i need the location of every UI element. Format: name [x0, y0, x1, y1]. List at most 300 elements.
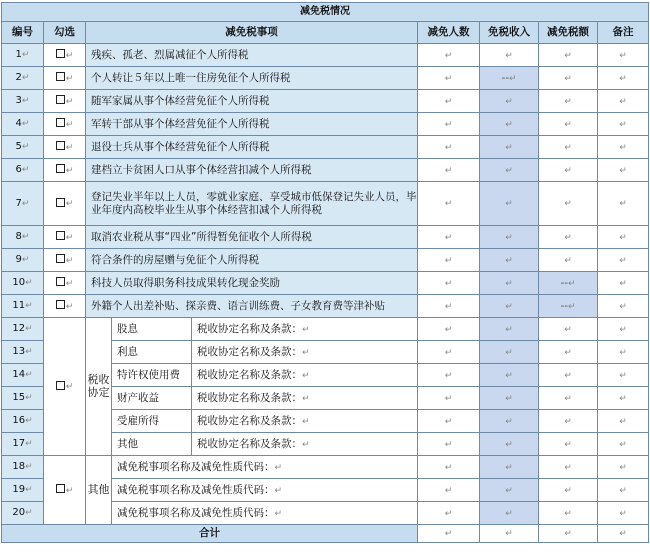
persons-cell[interactable]: [418, 295, 480, 318]
row-number: [2, 182, 44, 226]
return-mark: ↵: [21, 142, 30, 153]
treaty-clause-label: 税收协定名称及条款：: [197, 322, 302, 335]
remark-cell[interactable]: [598, 249, 649, 272]
return-mark: ↵: [302, 393, 310, 404]
return-mark: ↵: [619, 529, 627, 540]
row-number: [2, 113, 44, 136]
return-mark: ↵: [619, 119, 627, 130]
amount-cell[interactable]: [539, 387, 598, 410]
return-mark: ↵: [444, 73, 453, 84]
persons-cell[interactable]: [418, 479, 480, 502]
remark-cell[interactable]: [598, 387, 649, 410]
return-mark: ↵: [505, 439, 513, 450]
total-income-cell[interactable]: [480, 525, 539, 543]
return-mark: ↵: [619, 439, 627, 450]
table-row: [2, 295, 649, 318]
remark-cell[interactable]: [598, 433, 649, 456]
checkbox[interactable]: [56, 141, 65, 150]
return-mark: ↵: [619, 73, 627, 84]
row-number-label: 19: [12, 484, 26, 496]
row-number-label: 14: [12, 369, 26, 381]
return-mark: ↵: [505, 347, 513, 358]
return-mark: ↵: [25, 347, 33, 358]
return-mark: ↵: [619, 165, 627, 176]
income-cell: [480, 249, 539, 272]
return-mark: ↵: [21, 73, 30, 84]
remark-cell[interactable]: [598, 502, 649, 525]
item-text: 符合条件的房屋赠与免征个人所得税: [86, 249, 418, 272]
amount-cell[interactable]: [539, 502, 598, 525]
treaty-clause-label: 税收协定名称及条款：: [197, 368, 302, 381]
treaty-item-name: 特许权使用费: [112, 364, 192, 387]
persons-cell[interactable]: [418, 502, 480, 525]
checkbox[interactable]: [56, 381, 65, 390]
return-mark: ↵: [25, 278, 33, 289]
return-mark: ↵: [564, 416, 572, 427]
amount-cell[interactable]: [539, 341, 598, 364]
return-mark: ↵: [505, 232, 513, 243]
checkbox-cell[interactable]: [44, 182, 86, 226]
return-mark: ↵: [444, 278, 453, 289]
persons-cell[interactable]: [418, 341, 480, 364]
return-mark: ↵: [65, 119, 74, 130]
header-no: 编号: [2, 22, 44, 44]
row-number: [2, 249, 44, 272]
treaty-item-name: 利息: [112, 341, 192, 364]
remark-cell[interactable]: [598, 364, 649, 387]
other-clause-field[interactable]: [112, 479, 418, 502]
return-mark: ↵: [65, 301, 74, 312]
return-mark: ↵: [25, 439, 33, 450]
income-cell: [480, 272, 539, 295]
other-clause-field[interactable]: [112, 456, 418, 479]
return-mark: ↵: [505, 255, 513, 266]
return-mark: ↵: [619, 462, 627, 473]
return-mark: ↵: [564, 50, 572, 61]
row-number: [2, 159, 44, 182]
return-mark: ↵: [274, 462, 283, 473]
row-number: [2, 90, 44, 113]
return-mark: ↵: [505, 278, 513, 289]
income-cell: [480, 433, 539, 456]
total-remark-cell[interactable]: [598, 525, 649, 543]
persons-cell[interactable]: [418, 226, 480, 249]
total-persons-cell[interactable]: [418, 525, 480, 543]
return-mark: ↵: [505, 393, 513, 404]
row-number: [2, 364, 44, 387]
table-row: [2, 272, 649, 295]
treaty-group-label: 税收协定: [86, 318, 112, 456]
return-mark: ↵: [564, 508, 572, 519]
return-mark: ↵: [564, 393, 572, 404]
header-amount: 减免税额: [539, 22, 598, 44]
return-mark: ↵: [564, 462, 572, 473]
return-mark: ↵: [505, 462, 513, 473]
table-row: [2, 159, 649, 182]
row-number-label: 7: [15, 197, 22, 209]
row-number-label: 10: [12, 277, 26, 289]
return-mark: ↵: [619, 255, 627, 266]
header-persons: 减免人数: [418, 22, 480, 44]
checkbox-cell[interactable]: [44, 113, 86, 136]
total-amount-cell[interactable]: [539, 525, 598, 543]
return-mark: ↵: [444, 142, 453, 153]
persons-cell[interactable]: [418, 318, 480, 341]
amount-cell[interactable]: [539, 249, 598, 272]
persons-cell[interactable]: [418, 364, 480, 387]
item-text: 随军家属从事个体经营免征个人所得税: [86, 90, 418, 113]
dash-marker: --: [501, 71, 510, 84]
row-number-label: 3: [15, 95, 22, 107]
remark-cell[interactable]: [598, 341, 649, 364]
treaty-item-name: 财产收益: [112, 387, 192, 410]
other-clause-label: 减免税事项名称及减免性质代码：: [117, 460, 275, 473]
row-number: [2, 433, 44, 456]
return-mark: ↵: [21, 119, 30, 130]
return-mark: ↵: [25, 370, 33, 381]
return-mark: ↵: [619, 508, 627, 519]
persons-cell[interactable]: [418, 272, 480, 295]
row-number: [2, 67, 44, 90]
row-number: [2, 502, 44, 525]
item-text: 科技人员取得职务科技成果转化现金奖励: [86, 272, 418, 295]
return-mark: ↵: [619, 199, 627, 210]
return-mark: ↵: [505, 485, 513, 496]
return-mark: ↵: [302, 439, 310, 450]
table-row: [2, 226, 649, 249]
return-mark: ↵: [21, 255, 30, 266]
remark-cell[interactable]: [598, 272, 649, 295]
return-mark: ↵: [619, 393, 627, 404]
row-number: [2, 456, 44, 479]
return-mark: ↵: [505, 119, 513, 130]
row-number-label: 12: [12, 323, 26, 335]
income-cell: [480, 410, 539, 433]
row-number-label: 18: [12, 461, 26, 473]
return-mark: ↵: [564, 370, 572, 381]
checkbox[interactable]: [56, 198, 65, 207]
checkbox[interactable]: [56, 231, 65, 240]
return-mark: ↵: [444, 416, 453, 427]
remark-cell[interactable]: [598, 479, 649, 502]
row-number: [2, 272, 44, 295]
treaty-clause-field[interactable]: [192, 318, 418, 341]
remark-cell[interactable]: [598, 295, 649, 318]
return-mark: ↵: [302, 370, 310, 381]
amount-cell[interactable]: [539, 479, 598, 502]
checkbox[interactable]: [56, 72, 65, 81]
dash-marker: --: [560, 299, 569, 312]
remark-cell[interactable]: [598, 136, 649, 159]
persons-cell[interactable]: [418, 136, 480, 159]
amount-cell[interactable]: [539, 67, 598, 90]
row-number-label: 16: [12, 415, 26, 427]
return-mark: ↵: [65, 278, 74, 289]
return-mark: ↵: [65, 165, 74, 176]
return-mark: ↵: [619, 347, 627, 358]
return-mark: ↵: [444, 439, 453, 450]
checkbox[interactable]: [56, 300, 65, 309]
checkbox-cell[interactable]: [44, 295, 86, 318]
income-cell: [480, 318, 539, 341]
return-mark: ↵: [444, 96, 453, 107]
return-mark: ↵: [25, 462, 33, 473]
row-number-label: 2: [15, 72, 22, 84]
persons-cell[interactable]: [418, 456, 480, 479]
return-mark: ↵: [619, 301, 627, 312]
treaty-clause-field[interactable]: [192, 433, 418, 456]
return-mark: ↵: [21, 232, 30, 243]
remark-cell[interactable]: [598, 410, 649, 433]
return-mark: ↵: [21, 50, 30, 61]
return-mark: ↵: [505, 50, 513, 61]
amount-cell[interactable]: [539, 318, 598, 341]
header-remark: 备注: [598, 22, 649, 44]
row-number-label: 1: [15, 49, 22, 61]
checkbox-cell[interactable]: [44, 159, 86, 182]
checkbox-cell[interactable]: [44, 456, 86, 525]
header-check: 勾选: [44, 22, 86, 44]
return-mark: ↵: [564, 324, 572, 335]
table-title: 减免税情况: [2, 3, 649, 22]
return-mark: ↵: [25, 393, 33, 404]
item-text: 退役士兵从事个体经营免征个人所得税: [86, 136, 418, 159]
remark-cell[interactable]: [598, 456, 649, 479]
row-number: [2, 479, 44, 502]
table-row: [2, 90, 649, 113]
return-mark: ↵: [619, 416, 627, 427]
income-cell: [480, 113, 539, 136]
return-mark: ↵: [302, 324, 310, 335]
return-mark: ↵: [564, 485, 572, 496]
return-mark: ↵: [619, 50, 627, 61]
amount-cell[interactable]: [539, 433, 598, 456]
remark-cell[interactable]: [598, 318, 649, 341]
return-mark: ↵: [619, 324, 627, 335]
remark-cell[interactable]: [598, 159, 649, 182]
return-mark: ↵: [65, 485, 74, 496]
return-mark: ↵: [564, 255, 572, 266]
income-cell: [480, 456, 539, 479]
table-row: [2, 249, 649, 272]
row-number-label: 15: [12, 392, 26, 404]
return-mark: ↵: [564, 119, 572, 130]
checkbox-cell[interactable]: [44, 67, 86, 90]
checkbox[interactable]: [56, 118, 65, 127]
return-mark: ↵: [444, 508, 453, 519]
amount-cell[interactable]: [539, 44, 598, 67]
checkbox-cell[interactable]: [44, 249, 86, 272]
item-text: 建档立卡贫困人口从事个体经营扣减个人所得税: [86, 159, 418, 182]
persons-cell[interactable]: [418, 387, 480, 410]
checkbox[interactable]: [56, 49, 65, 58]
table-row: [2, 318, 649, 341]
remark-cell[interactable]: [598, 90, 649, 113]
item-text: 登记失业半年以上人员，零就业家庭、享受城市低保登记失业人员，毕业年度内高校毕业生从事个体经营扣减个人所得税: [86, 182, 418, 226]
return-mark: ↵: [564, 142, 572, 153]
other-group-label: 其他: [86, 456, 112, 525]
row-number-label: 9: [15, 254, 22, 266]
return-mark: ↵: [568, 301, 576, 312]
return-mark: ↵: [564, 347, 572, 358]
income-cell: [480, 90, 539, 113]
checkbox-cell[interactable]: [44, 272, 86, 295]
treaty-item-name: 股息: [112, 318, 192, 341]
return-mark: ↵: [65, 199, 74, 210]
remark-cell[interactable]: [598, 226, 649, 249]
checkbox-cell[interactable]: [44, 44, 86, 67]
remark-cell[interactable]: [598, 182, 649, 226]
return-mark: ↵: [21, 96, 30, 107]
table-row: [2, 456, 649, 479]
return-mark: ↵: [25, 485, 33, 496]
header-item: 减免税事项: [86, 22, 418, 44]
total-row: [2, 525, 649, 543]
row-number-label: 17: [12, 438, 26, 450]
return-mark: ↵: [564, 232, 572, 243]
return-mark: ↵: [444, 529, 453, 540]
treaty-clause-field[interactable]: [192, 341, 418, 364]
item-text: 残疾、孤老、烈属减征个人所得税: [86, 44, 418, 67]
row-number-label: 5: [15, 141, 22, 153]
persons-cell[interactable]: [418, 182, 480, 226]
return-mark: ↵: [505, 508, 513, 519]
return-mark: ↵: [505, 142, 513, 153]
checkbox-cell[interactable]: [44, 318, 86, 456]
income-cell: [480, 159, 539, 182]
checkbox[interactable]: [56, 484, 65, 493]
return-mark: ↵: [619, 232, 627, 243]
income-cell: [480, 479, 539, 502]
return-mark: ↵: [505, 370, 513, 381]
amount-cell[interactable]: [539, 410, 598, 433]
checkbox-cell[interactable]: [44, 90, 86, 113]
amount-cell[interactable]: [539, 364, 598, 387]
treaty-clause-label: 税收协定名称及条款：: [197, 345, 302, 358]
row-number-label: 20: [12, 507, 26, 519]
item-text: 取消农业税从事“四业”所得暂免征收个人所得税: [86, 226, 418, 249]
return-mark: ↵: [25, 416, 33, 427]
persons-cell[interactable]: [418, 90, 480, 113]
amount-cell[interactable]: [539, 113, 598, 136]
checkbox[interactable]: [56, 95, 65, 104]
return-mark: ↵: [444, 347, 453, 358]
return-mark: ↵: [65, 73, 74, 84]
persons-cell[interactable]: [418, 159, 480, 182]
persons-cell[interactable]: [418, 44, 480, 67]
amount-cell: [539, 295, 598, 318]
return-mark: ↵: [25, 324, 33, 335]
table-row: [2, 182, 649, 226]
return-mark: ↵: [65, 255, 74, 266]
checkbox-cell[interactable]: [44, 226, 86, 249]
item-text: 军转干部从事个体经营免征个人所得税: [86, 113, 418, 136]
return-mark: ↵: [65, 142, 74, 153]
return-mark: ↵: [274, 508, 283, 519]
treaty-item-name: 其他: [112, 433, 192, 456]
amount-cell[interactable]: [539, 226, 598, 249]
persons-cell[interactable]: [418, 113, 480, 136]
return-mark: ↵: [444, 119, 453, 130]
return-mark: ↵: [21, 198, 30, 209]
other-clause-label: 减免税事项名称及减免性质代码：: [117, 483, 275, 496]
checkbox[interactable]: [56, 164, 65, 173]
return-mark: ↵: [564, 165, 572, 176]
treaty-clause-field[interactable]: [192, 387, 418, 410]
return-mark: ↵: [444, 301, 453, 312]
return-mark: ↵: [505, 301, 513, 312]
return-mark: ↵: [302, 347, 310, 358]
other-clause-field[interactable]: [112, 502, 418, 525]
return-mark: ↵: [274, 485, 283, 496]
amount-cell[interactable]: [539, 182, 598, 226]
remark-cell[interactable]: [598, 44, 649, 67]
income-cell: [480, 226, 539, 249]
income-cell: [480, 67, 539, 90]
row-number: [2, 387, 44, 410]
treaty-clause-field[interactable]: [192, 410, 418, 433]
return-mark: ↵: [619, 485, 627, 496]
checkbox[interactable]: [56, 254, 65, 263]
return-mark: ↵: [619, 370, 627, 381]
remark-cell[interactable]: [598, 67, 649, 90]
amount-cell[interactable]: [539, 136, 598, 159]
return-mark: ↵: [302, 416, 310, 427]
row-number-label: 4: [15, 118, 22, 130]
treaty-item-name: 受雇所得: [112, 410, 192, 433]
row-number: [2, 44, 44, 67]
treaty-clause-label: 税收协定名称及条款：: [197, 414, 302, 427]
return-mark: ↵: [444, 485, 453, 496]
return-mark: ↵: [564, 439, 572, 450]
row-number: [2, 136, 44, 159]
item-text: 个人转让５年以上唯一住房免征个人所得税: [86, 67, 418, 90]
table-row: [2, 44, 649, 67]
income-cell: [480, 387, 539, 410]
amount-cell[interactable]: [539, 90, 598, 113]
persons-cell[interactable]: [418, 410, 480, 433]
remark-cell[interactable]: [598, 113, 649, 136]
return-mark: ↵: [564, 199, 572, 210]
income-cell[interactable]: [480, 44, 539, 67]
other-clause-label: 减免税事项名称及减免性质代码：: [117, 506, 275, 519]
treaty-clause-label: 税收协定名称及条款：: [197, 437, 302, 450]
return-mark: ↵: [505, 416, 513, 427]
return-mark: ↵: [564, 73, 572, 84]
table-row: [2, 136, 649, 159]
row-number: [2, 295, 44, 318]
checkbox[interactable]: [56, 277, 65, 286]
persons-cell[interactable]: [418, 433, 480, 456]
return-mark: ↵: [505, 199, 513, 210]
persons-cell[interactable]: [418, 67, 480, 90]
persons-cell[interactable]: [418, 249, 480, 272]
return-mark: ↵: [65, 232, 74, 243]
return-mark: ↵: [444, 50, 453, 61]
return-mark: ↵: [444, 255, 453, 266]
treaty-clause-label: 税收协定名称及条款：: [197, 391, 302, 404]
amount-cell[interactable]: [539, 456, 598, 479]
treaty-clause-field[interactable]: [192, 364, 418, 387]
row-number-label: 13: [12, 346, 26, 358]
amount-cell[interactable]: [539, 159, 598, 182]
checkbox-cell[interactable]: [44, 136, 86, 159]
return-mark: ↵: [505, 324, 513, 335]
income-cell: [480, 364, 539, 387]
return-mark: ↵: [564, 96, 572, 107]
return-mark: ↵: [65, 96, 74, 107]
amount-cell: [539, 272, 598, 295]
